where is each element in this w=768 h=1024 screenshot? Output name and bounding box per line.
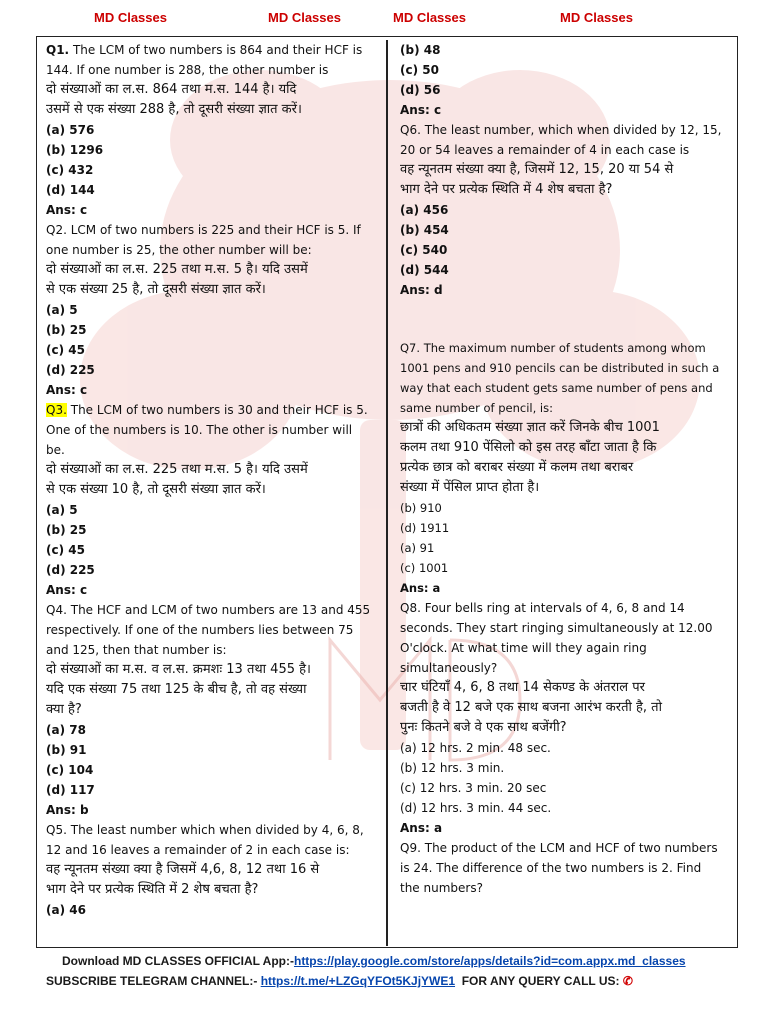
- download-label: Download MD CLASSES OFFICIAL App:-: [62, 954, 294, 968]
- question-hindi: क्या है?: [46, 702, 82, 717]
- brand-label: MD Classes: [393, 10, 466, 25]
- option: (a) 46: [46, 903, 86, 917]
- question-text: 1001 pens and 910 pencils can be distributed in such a: [400, 361, 720, 375]
- option: (b) 91: [46, 743, 87, 757]
- question-hindi: उसमें से एक संख्या 288 है, तो दूसरी संख्या ज्ञात करें।: [46, 102, 302, 117]
- question-text: The LCM of two numbers is 864 and their HCF is: [72, 43, 363, 57]
- question-label: Q9.: [400, 841, 421, 855]
- brand-label: MD Classes: [94, 10, 167, 25]
- question-text: O'clock. At what time will they again ring: [400, 641, 647, 655]
- question-9: [400, 838, 730, 898]
- question-hindi: छात्रों की अधिकतम संख्या ज्ञात करें जिनके बीच 1001: [400, 420, 660, 435]
- question-hindi: प्रत्येक छात्र को बराबर संख्या में कलम तथा बराबर: [400, 460, 634, 475]
- question-3: [46, 400, 378, 600]
- question-hindi: दो संख्याओं का ल.स. 225 तथा म.स. 5 है। यदि उसमें: [46, 262, 308, 277]
- option: (a) 576: [46, 123, 95, 137]
- question-hindi: वह न्यूनतम संख्या क्या है जिसमें 4,6, 8, 12 तथा 16 से: [46, 862, 320, 877]
- question-text: be.: [46, 443, 65, 457]
- option: (d) 56: [400, 83, 441, 97]
- question-text: respectively. If one of the numbers lies between 75: [46, 623, 354, 637]
- brand-label: MD Classes: [560, 10, 633, 25]
- option: (b) 48: [400, 43, 441, 57]
- question-text: The least number which when divided by 4, 6, 8,: [70, 823, 364, 837]
- column-divider: [386, 40, 388, 946]
- option: (d) 225: [46, 563, 95, 577]
- right-column: [400, 40, 730, 898]
- option: (d) 1911: [400, 521, 450, 535]
- question-text: simultaneously?: [400, 661, 498, 675]
- option: (c) 45: [46, 343, 85, 357]
- question-label: Q2.: [46, 223, 67, 237]
- question-text: The LCM of two numbers is 30 and their HCF is 5.: [70, 403, 368, 417]
- option: (d) 144: [46, 183, 95, 197]
- question-hindi: कलम तथा 910 पेंसिलो को इस तरह बाँटा जाता है कि: [400, 440, 657, 455]
- answer: Ans: c: [46, 203, 88, 217]
- question-text: 12 and 16 leaves a remainder of 2 in each case is:: [46, 843, 350, 857]
- question-text: The least number, which when divided by 12, 15,: [424, 123, 722, 137]
- question-text: way that each student gets same number of pens and: [400, 381, 713, 395]
- telegram-label: SUBSCRIBE TELEGRAM CHANNEL:-: [46, 974, 258, 988]
- answer: Ans: a: [400, 581, 441, 595]
- option: (c) 50: [400, 63, 439, 77]
- option: (a) 456: [400, 203, 449, 217]
- option: (b) 454: [400, 223, 449, 237]
- question-4: [46, 600, 378, 820]
- option: (c) 1001: [400, 561, 449, 575]
- question-label: Q1.: [46, 43, 70, 57]
- question-text: The maximum number of students among whom: [423, 341, 706, 355]
- question-text: same number of pencil, is:: [400, 401, 553, 415]
- question-hindi: से एक संख्या 10 है, तो दूसरी संख्या ज्ञात करें।: [46, 482, 266, 497]
- option: (b) 1296: [46, 143, 104, 157]
- question-text: the numbers?: [400, 881, 483, 895]
- question-label: Q7.: [400, 341, 421, 355]
- answer: Ans: a: [400, 821, 443, 835]
- option: (d) 544: [400, 263, 449, 277]
- question-2: [46, 220, 378, 400]
- question-7: [400, 338, 730, 598]
- question-hindi: से एक संख्या 25 है, तो दूसरी संख्या ज्ञात करें।: [46, 282, 266, 297]
- question-label: Q6.: [400, 123, 421, 137]
- question-text: Four bells ring at intervals of 4, 6, 8 and 14: [424, 601, 685, 615]
- brand-label: MD Classes: [268, 10, 341, 25]
- option: (a) 78: [46, 723, 86, 737]
- answer: Ans: b: [46, 803, 89, 817]
- question-text: One of the numbers is 10. The other is number will: [46, 423, 353, 437]
- question-5-continued: [400, 40, 730, 120]
- question-hindi: भाग देने पर प्रत्येक स्थिति में 2 शेष बचता है?: [46, 882, 259, 897]
- question-1: [46, 40, 378, 220]
- option: (a) 5: [46, 503, 78, 517]
- option: (d) 12 hrs. 3 min. 44 sec.: [400, 801, 552, 815]
- question-hindi: संख्या में पेंसिल प्राप्त होता है।: [400, 480, 540, 495]
- option: (a) 91: [400, 541, 435, 555]
- option: (b) 910: [400, 501, 442, 515]
- question-hindi: वह न्यूनतम संख्या क्या है, जिसमें 12, 15, 20 या 54 से: [400, 162, 674, 177]
- header: [0, 4, 768, 30]
- telegram-link[interactable]: https://t.me/+LZGqYFOt5KJjYWE1: [260, 974, 456, 988]
- question-hindi: चार घंटियाँ 4, 6, 8 तथा 14 सेकण्ड के अंतराल पर: [400, 680, 645, 695]
- question-5: [46, 820, 378, 920]
- question-label: Q3.: [46, 403, 67, 417]
- question-hindi: पुनः कितने बजे वे एक साथ बजेंगी?: [400, 720, 567, 735]
- option: (b) 12 hrs. 3 min.: [400, 761, 505, 775]
- question-label: Q8.: [400, 601, 421, 615]
- phone-icon: ✆: [622, 974, 633, 988]
- option: (a) 5: [46, 303, 78, 317]
- download-link[interactable]: https://play.google.com/store/apps/details?id=com.appx.md_classes: [293, 954, 686, 968]
- question-text: 144. If one number is 288, the other number is: [46, 63, 329, 77]
- option: (d) 225: [46, 363, 95, 377]
- query-label: FOR ANY QUERY CALL US:: [461, 974, 620, 988]
- question-text: The product of the LCM and HCF of two numbers: [424, 841, 718, 855]
- question-text: one number is 25, the other number will be:: [46, 243, 312, 257]
- answer: Ans: d: [400, 283, 443, 297]
- question-text: is 24. The difference of the two numbers is 2. Find: [400, 861, 702, 875]
- question-hindi: दो संख्याओं का ल.स. 864 तथा म.स. 144 है। यदि: [46, 82, 297, 97]
- question-hindi: भाग देने पर प्रत्येक स्थिति में 4 शेष बचता है?: [400, 182, 613, 197]
- question-hindi: यदि एक संख्या 75 तथा 125 के बीच है, तो वह संख्या: [46, 682, 307, 697]
- left-column: [46, 40, 378, 920]
- question-hindi: दो संख्याओं का म.स. व ल.स. क्रमशः 13 तथा 455 है।: [46, 662, 311, 677]
- spacer: [400, 300, 730, 338]
- question-text: The HCF and LCM of two numbers are 13 and 455: [70, 603, 371, 617]
- option: (c) 12 hrs. 3 min. 20 sec: [400, 781, 547, 795]
- question-6: [400, 120, 730, 300]
- question-hindi: बजती है वे 12 बजे एक साथ बजना आरंभ करती है, तो: [400, 700, 662, 715]
- question-label: Q4.: [46, 603, 67, 617]
- question-text: 20 or 54 leaves a remainder of 4 in each case is: [400, 143, 690, 157]
- question-label: Q5.: [46, 823, 67, 837]
- answer: Ans: c: [46, 383, 88, 397]
- question-text: seconds. They start ringing simultaneously at 12.00: [400, 621, 713, 635]
- answer: Ans: c: [400, 103, 442, 117]
- question-8: [400, 598, 730, 838]
- option: (c) 45: [46, 543, 85, 557]
- question-text: LCM of two numbers is 225 and their HCF is 5. If: [70, 223, 361, 237]
- option: (c) 104: [46, 763, 94, 777]
- option: (a) 12 hrs. 2 min. 48 sec.: [400, 741, 551, 755]
- answer: Ans: c: [46, 583, 88, 597]
- question-hindi: दो संख्याओं का ल.स. 225 तथा म.स. 5 है। यदि उसमें: [46, 462, 308, 477]
- option: (b) 25: [46, 323, 87, 337]
- option: (c) 540: [400, 243, 448, 257]
- option: (b) 25: [46, 523, 87, 537]
- option: (c) 432: [46, 163, 94, 177]
- option: (d) 117: [46, 783, 95, 797]
- question-text: and 125, then that number is:: [46, 643, 227, 657]
